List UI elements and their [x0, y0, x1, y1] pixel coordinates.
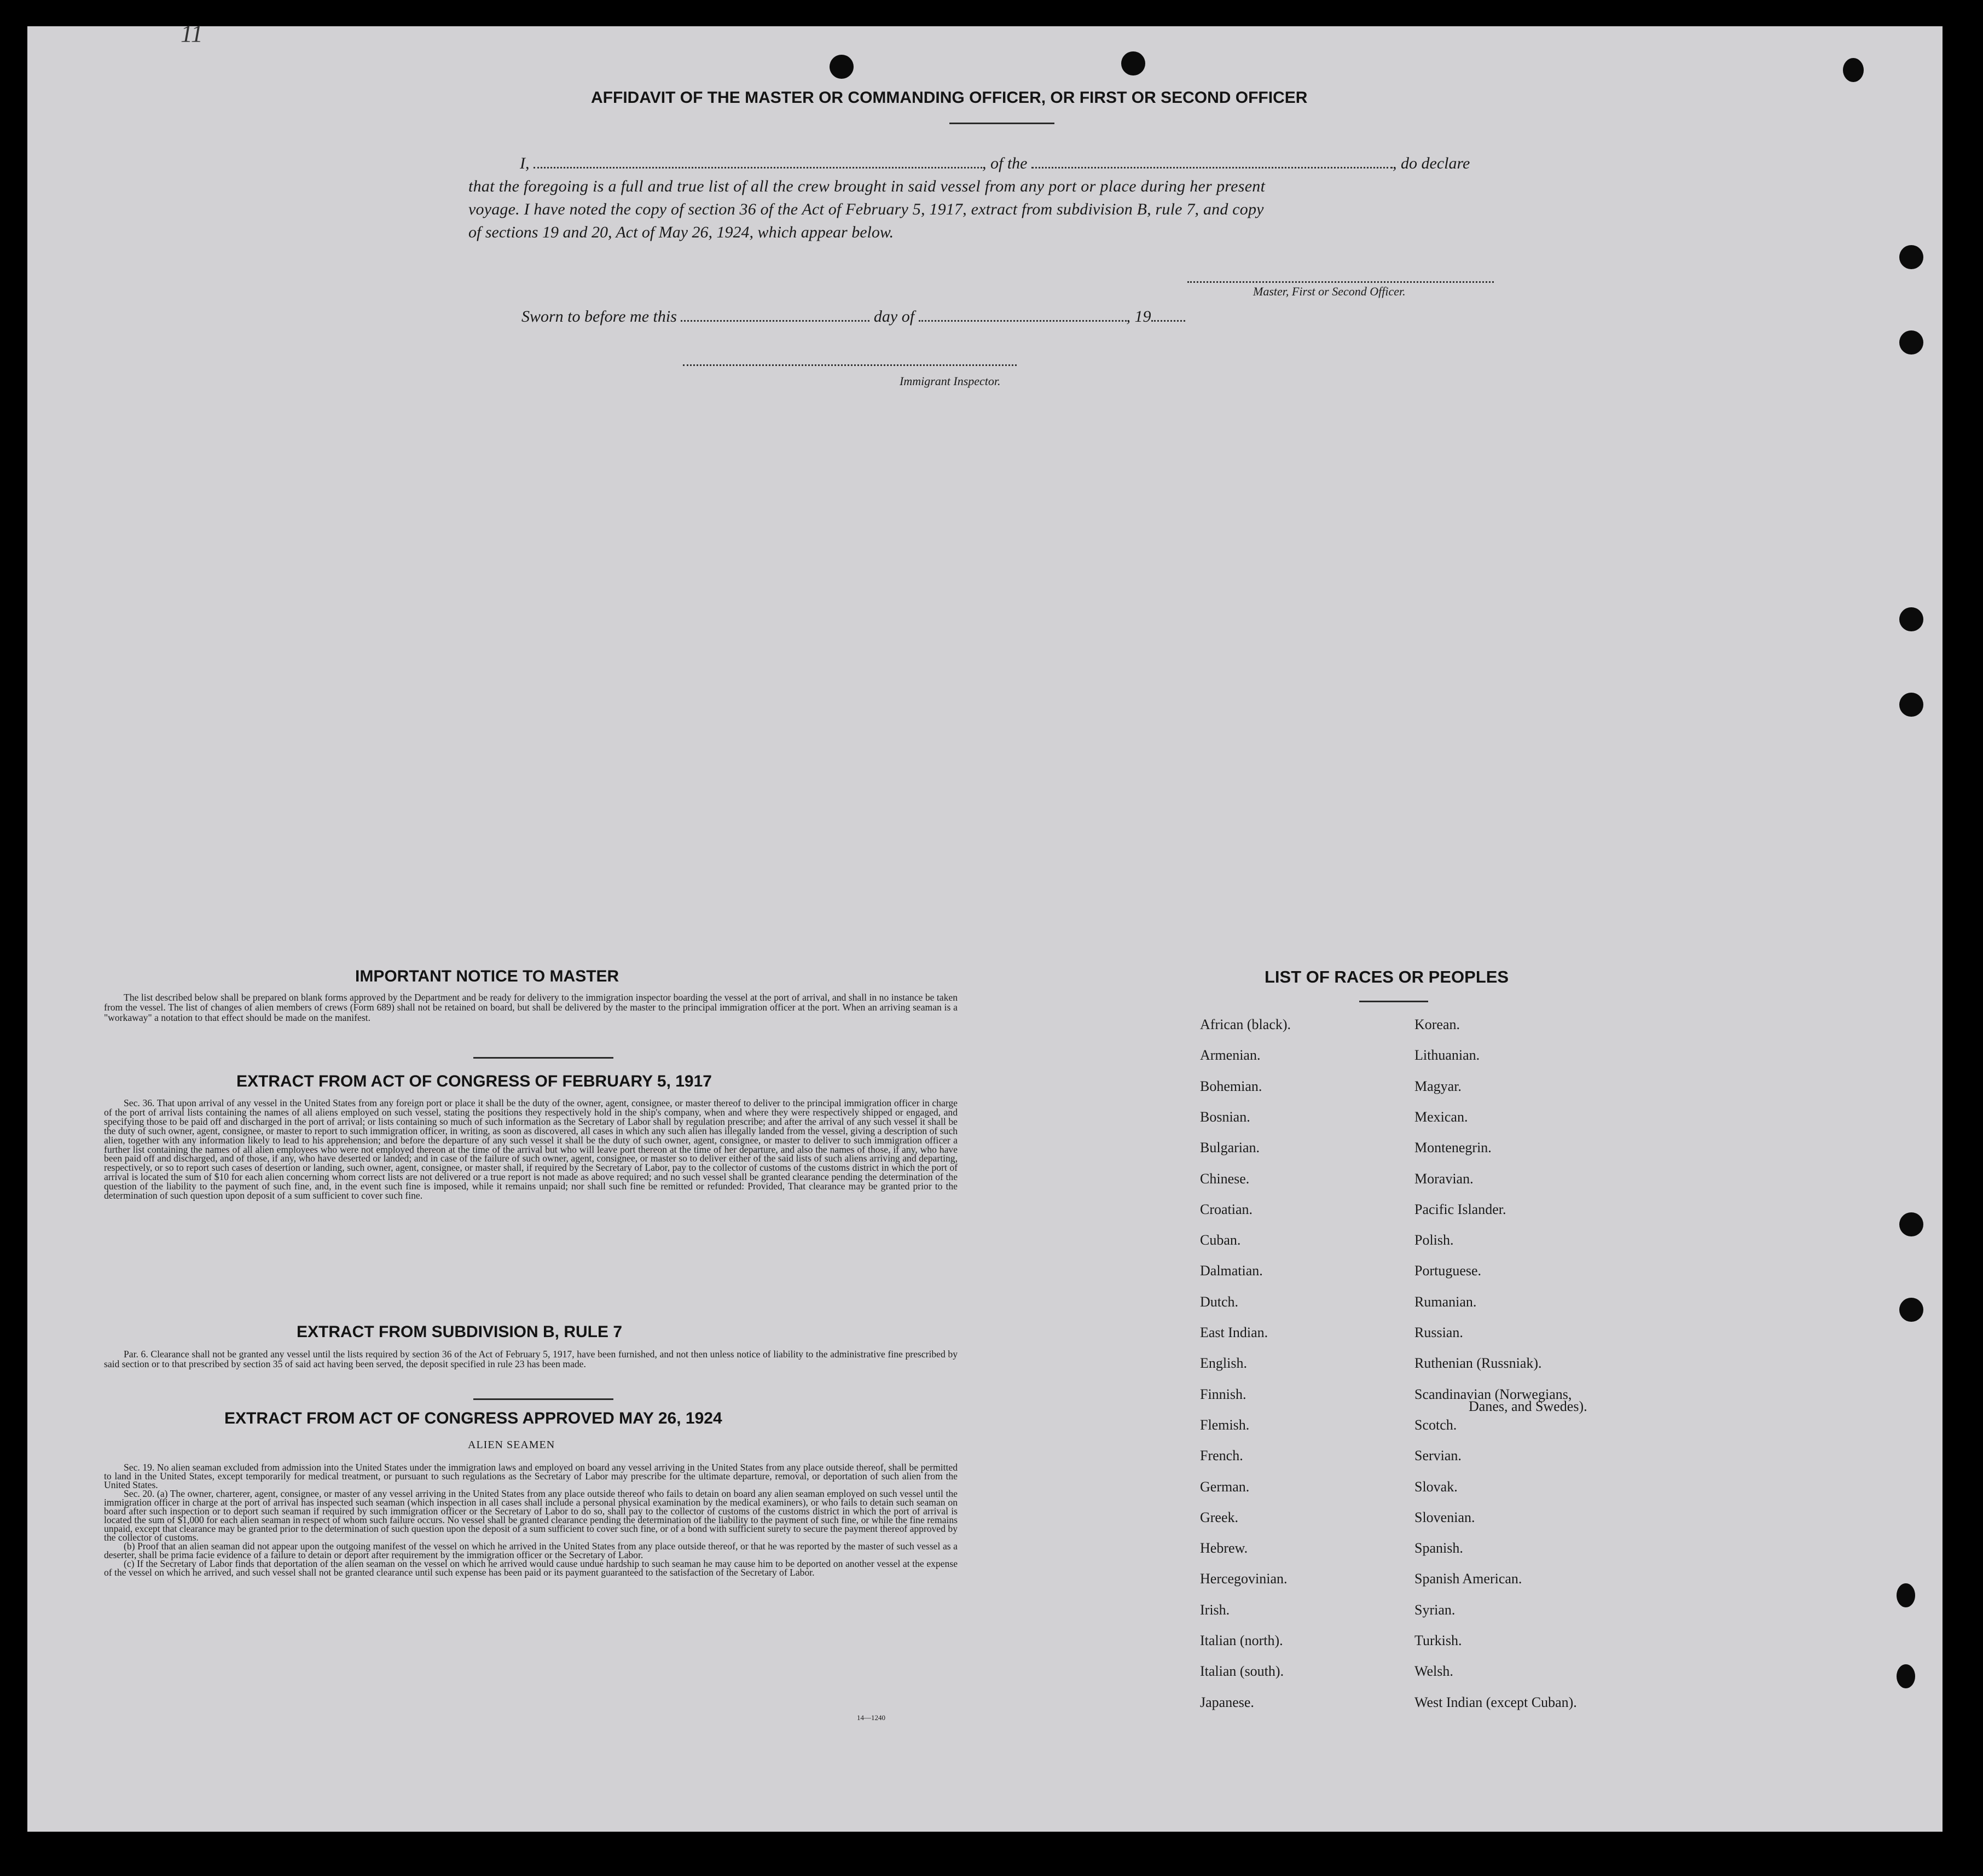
document-page — [27, 20, 1943, 1832]
year-label: , 19 — [1126, 307, 1151, 326]
punch-hole — [830, 55, 854, 79]
race-item: Scotch. — [1414, 1416, 1457, 1433]
race-item: Scandinavian (Norwegians, — [1414, 1386, 1572, 1402]
extract-rule7-text — [104, 1349, 958, 1369]
race-item: Bulgarian. — [1200, 1140, 1260, 1156]
race-item: Spanish American. — [1414, 1571, 1522, 1587]
affidavit-line3: voyage. I have noted the copy of section 36 of the Act of February 5, 1917, extract from subdivision B, rule 7, and copy — [468, 200, 1264, 218]
race-item: Greek. — [1200, 1509, 1239, 1525]
notice-paragraph: The list described below shall be prepared on blank forms approved by the Department and be ready for delivery to the immigration inspector boarding the vessel at the port of arrival, and shall in no instance be taken from the vessel. The list of changes of alien members of crews (Form 689) shall not be retained on board, but shall be delivered by the master to the principal immigration officer at the port. When an arriving seaman is a "workaway" a notation to that effect should be made on the manifest. — [104, 992, 958, 1023]
race-item: Irish. — [1200, 1601, 1230, 1618]
race-item: Cuban. — [1200, 1232, 1241, 1248]
punch-hole — [1899, 245, 1923, 269]
punch-hole — [1121, 51, 1145, 75]
race-item: Chinese. — [1200, 1170, 1250, 1187]
race-item: Lithuanian. — [1414, 1047, 1480, 1064]
section-rule — [473, 1398, 613, 1400]
race-item: Armenian. — [1200, 1047, 1261, 1064]
race-item: Croatian. — [1200, 1201, 1253, 1217]
master-signature-label: Master, First or Second Officer. — [1253, 284, 1406, 298]
race-item: Pacific Islander. — [1414, 1201, 1506, 1217]
sec20b-paragraph: (b) Proof that an alien seaman did not appear upon the outgoing manifest of the vessel on which he arrived in the United States from any place outside thereof, or that he was reported by the master of such vessel as a deserter, shall be prima facie evidence of a failure to detain or deport after requirement by the immigration officer or the Secretary of Labor. — [104, 1541, 958, 1560]
sworn-label: Sworn to before me this — [521, 307, 677, 326]
punch-hole — [1899, 1212, 1923, 1236]
race-item: English. — [1200, 1355, 1247, 1372]
margin-mark: 11 — [181, 20, 203, 47]
race-item: Mexican. — [1414, 1108, 1468, 1125]
extract-rule7-title: EXTRACT FROM SUBDIVISION B, RULE 7 — [297, 1323, 623, 1341]
race-item: Bosnian. — [1200, 1108, 1250, 1125]
races-title: LIST OF RACES OR PEOPLES — [1265, 967, 1509, 986]
year-blank[interactable] — [1151, 320, 1185, 322]
punch-hole — [1899, 607, 1923, 631]
race-item: Dalmatian. — [1200, 1263, 1263, 1279]
race-item: Ruthenian (Russniak). — [1414, 1355, 1542, 1372]
inspector-signature-line[interactable] — [683, 364, 1017, 366]
race-item: Finnish. — [1200, 1386, 1246, 1402]
race-item: Japanese. — [1200, 1694, 1254, 1710]
race-item: Slovenian. — [1414, 1509, 1475, 1525]
i-label: I, — [520, 154, 530, 172]
race-item: French. — [1200, 1448, 1243, 1464]
punch-hole — [1899, 693, 1923, 717]
punch-hole — [1897, 1583, 1915, 1607]
affidavit-line1 — [520, 154, 1470, 173]
vessel-blank[interactable] — [1031, 167, 1393, 169]
punch-hole — [1899, 330, 1923, 355]
do-declare-label: , do declare — [1393, 154, 1470, 172]
extract-1924-text — [104, 1463, 958, 1577]
notice-text — [104, 992, 958, 1023]
race-item: Korean. — [1414, 1017, 1460, 1032]
race-item: Turkish. — [1414, 1633, 1462, 1648]
race-item: Russian. — [1414, 1325, 1463, 1340]
day-blank[interactable] — [681, 320, 869, 322]
master-signature-line[interactable] — [1187, 281, 1494, 283]
extract-1917-title: EXTRACT FROM ACT OF CONGRESS OF FEBRUARY 5, 1917 — [236, 1072, 712, 1090]
sec19-paragraph: Sec. 19. No alien seaman excluded from admission into the United States under the immigration laws and employed on board any vessel arriving in the United States from any place outside thereof, shall be permitted to land in the United States, except temporarily for medical treatment, or pursuant to such regulations as the Secretary of Labor may prescribe for the ultimate departure, removal, or deportation of such alien from the United States. — [104, 1462, 958, 1490]
month-blank[interactable] — [919, 320, 1127, 322]
sworn-line — [521, 307, 1185, 326]
affidavit-line4: of sections 19 and 20, Act of May 26, 1924, which appear below. — [468, 223, 894, 241]
sec20a-paragraph: Sec. 20. (a) The owner, charterer, agent, consignee, or master of any vessel arriving in the United States from any place outside thereof who fails to detain on board any alien seaman employed on such vessel until the immigration officer in charge at the port of arrival has inspected such seaman (which inspection in all cases shall include a personal physical examination by the medical examiners), or who fails to detain such seaman on board after such inspection or to deport such seaman if required by such immigration officer or the Secretary of Labor to do so, shall pay to the collector of customs of the customs district in which the port of arrival is located the sum of $1,000 for each alien seaman in respect of whom such failure occurs. No vessel shall be granted clearance pending the determination of the liability to the payment of such fine, or while the fine remains unpaid, except that clearance may be granted prior to the determination of such question upon the deposit of a sum sufficient to cover such fine, or of a bond with sufficient surety to secure the payment thereof approved by the collector of customs. — [104, 1488, 958, 1543]
race-item: Spanish. — [1414, 1540, 1463, 1556]
inspector-signature-label: Immigrant Inspector. — [900, 374, 1001, 388]
of-the-label: , of the — [982, 154, 1028, 172]
races-title-rule — [1359, 1001, 1428, 1002]
race-item: Hebrew. — [1200, 1540, 1248, 1556]
race-item: Servian. — [1414, 1448, 1462, 1464]
race-item: Montenegrin. — [1414, 1140, 1492, 1156]
alien-seamen-subtitle: ALIEN SEAMEN — [468, 1439, 555, 1451]
affidavit-title: AFFIDAVIT OF THE MASTER OR COMMANDING OFFICER, OR FIRST OR SECOND OFFICER — [591, 89, 1308, 107]
race-item: African (black). — [1200, 1017, 1291, 1032]
race-item: Italian (south). — [1200, 1663, 1284, 1680]
race-item: East Indian. — [1200, 1325, 1268, 1340]
extract-1917-text — [104, 1099, 958, 1200]
name-blank[interactable] — [534, 167, 982, 169]
extract-1924-title: EXTRACT FROM ACT OF CONGRESS APPROVED MAY 26, 1924 — [224, 1409, 722, 1427]
race-item: Hercegovinian. — [1200, 1571, 1288, 1587]
race-item: Italian (north). — [1200, 1633, 1283, 1648]
form-number: 14—1240 — [857, 1714, 885, 1722]
race-item: Magyar. — [1414, 1078, 1462, 1094]
par6-paragraph: Par. 6. Clearance shall not be granted any vessel until the lists required by section 36 of the Act of February 5, 1917, have been furnished, and not then unless notice of liability to the administrative fine prescribed by said section or to that prescribed by section 35 of said act having been served, the deposit specified in rule 23 has been made. — [104, 1349, 958, 1370]
race-item: Portuguese. — [1414, 1263, 1482, 1279]
day-of-label: day of — [873, 307, 915, 326]
race-item: German. — [1200, 1478, 1250, 1495]
sec36-paragraph: Sec. 36. That upon arrival of any vessel in the United States from any foreign port or place it shall be the duty of the owner, agent, consignee, or master thereof to deliver to the principal immigration officer in charge of the port of arrival lists containing the names of all aliens employed on such vessel, stating the positions they respectively hold in the ship's company, when and where they were respectively shipped or engaged, and specifying those to be paid off and discharged in the port of arrival; or lists containing so much of such information as the Secretary of Labor shall by regulation prescribe; and after the arrival of any such vessel it shall be the duty of such owner, agent, consignee, or master to report to such immigration officer, in writing, as soon as discovered, all cases in which any such alien has illegally landed from the vessel, giving a description of such alien, together with any information likely to lead to his apprehension; and before the departure of any such vessel it shall be the duty of such owner, agent, consignee, or master to deliver to such immigration officer a further list containing the names of all alien employees who were not employed thereon at the time of the arrival but who will leave port thereon at the time of her departure, and also the names of those, if any, who have been paid off and discharged, and of those, if any, who have deserted or landed; and in case of the failure of such owner, agent, consignee, or master so to deliver either of the said lists of such aliens arriving and departing, respectively, or so to report such cases of desertion or landing, such owner, agent, consignee, or master shall, if required by the Secretary of Labor, pay to the collector of customs of the customs district in which the port of arrival is located the sum of $10 for each alien concerning whom correct lists are not delivered or a true report is not made as above required; and no such vessel shall be granted clearance pending the determination of the question of the liability to the payment of such fine, and, in the event such fine is imposed, while it remains unpaid; nor shall such fine be remitted or refunded: Provided, That clearance may be granted prior to the determination of such question upon deposit of a sum sufficient to cover such fine. — [104, 1097, 958, 1201]
race-item: Welsh. — [1414, 1663, 1453, 1680]
race-item: Polish. — [1414, 1232, 1454, 1248]
punch-hole — [1843, 58, 1864, 82]
race-item: Flemish. — [1200, 1416, 1250, 1433]
punch-hole — [1899, 1298, 1923, 1322]
race-item: West Indian (except Cuban). — [1414, 1694, 1577, 1710]
race-scandinavian-line2: Danes, and Swedes). — [1469, 1398, 1587, 1414]
punch-hole — [1897, 1664, 1915, 1688]
race-item: Rumanian. — [1414, 1293, 1477, 1310]
race-item: Bohemian. — [1200, 1078, 1262, 1094]
notice-title: IMPORTANT NOTICE TO MASTER — [355, 967, 619, 985]
title-rule — [949, 123, 1054, 124]
race-item: Syrian. — [1414, 1601, 1456, 1618]
sec20c-paragraph: (c) If the Secretary of Labor finds that deportation of the alien seaman on the vessel on which he arrived would cause undue hardship to such seaman he may cause him to be deported on another vessel at the expense of the vessel on which he arrived, and such vessel shall not be granted clearance until such expense has been paid or its payment guaranteed to the satisfaction of the Secretary of Labor. — [104, 1558, 958, 1578]
affidavit-line2: that the foregoing is a full and true list of all the crew brought in said vessel from any port or place during her present — [468, 177, 1266, 195]
section-rule — [473, 1057, 613, 1059]
race-item: Dutch. — [1200, 1293, 1239, 1310]
race-item: Slovak. — [1414, 1478, 1458, 1495]
race-item: Moravian. — [1414, 1170, 1474, 1187]
